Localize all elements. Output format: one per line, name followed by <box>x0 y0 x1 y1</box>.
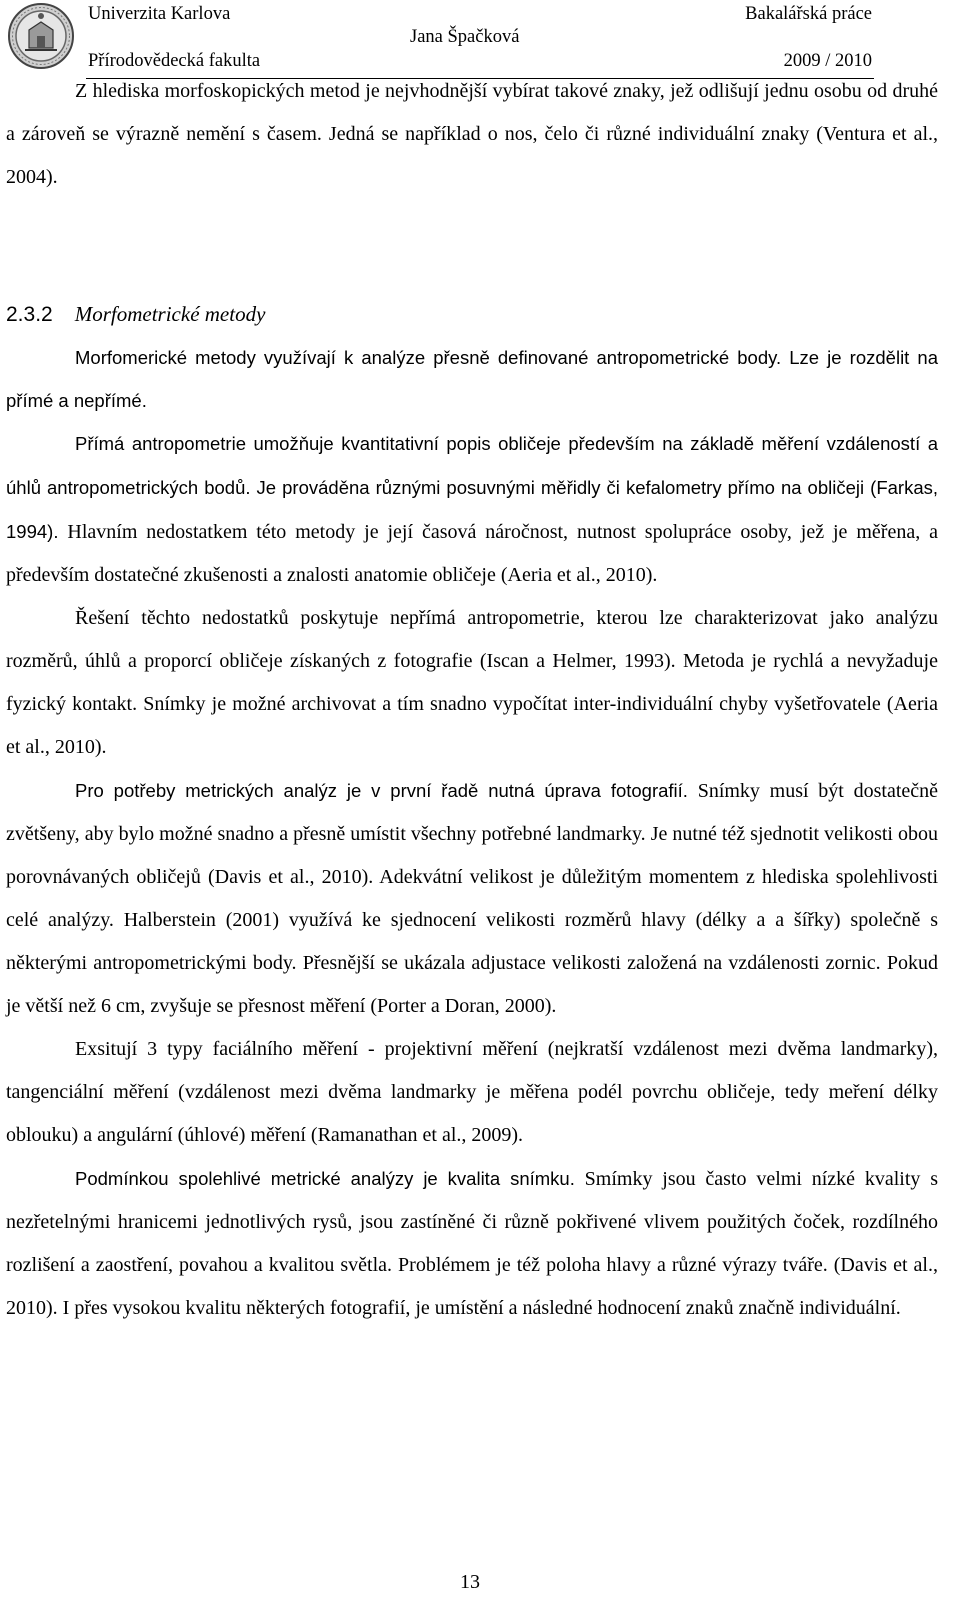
paragraph-3-sentence-3: Snímky je možné archivovat a tím snadno vypočítat inter-individuální chyby vyšetřovatele (Aeria et al., 2010). <box>6 693 938 758</box>
page-number: 13 <box>460 1571 480 1593</box>
section-heading <box>6 293 265 336</box>
paragraph-2-sentence-1: Přímá antropometrie umožňuje kvantitativní popis obličeje především na základě měření vzdáleností a úhlů antropometrických bodů. <box>6 433 938 498</box>
paragraph-1: Morfomerické metody využívají k analýze přesně definované antropometrické body. Lze je rozdělit na přímé a nepřímé. <box>6 347 938 411</box>
author-name: Jana Špačková <box>410 27 520 47</box>
paragraph-4-rest: Snímky musí být dostatečně zvětšeny, aby bylo možné snadno a přesně umístit všechny potřebné landmarky. Je nutné též sjednotit velikosti obou porovnávaných obličejů (Davis et al., 2010). Adekvátní velikost je důležitým momentem z hlediska spolehlivosti celé analýzy. Halberstein (2001) využívá ke sjednocení velikosti rozměrů hlavy (délky a a šířky) společně s některými antropometrickými body. Přesnější se ukázala adjustace velikosti založená na vzdálenosti zornic. Pokud je větší než 6 cm, zvyšuje se přesnost měření (Porter a Doran, 2000). <box>6 780 939 1017</box>
paragraph-3-sentence-2: Metoda je rychlá a nevyžaduje fyzický kontakt. <box>6 650 938 715</box>
paragraph-6 <box>6 1157 938 1330</box>
section-body <box>6 336 938 1330</box>
page-body <box>6 70 939 1319</box>
page-header <box>0 0 960 80</box>
paragraph-3 <box>6 597 938 769</box>
faculty-name: Přírodovědecká fakulta <box>88 51 261 71</box>
paragraph-2-sentence-2: Je prováděna různými posuvnými měřidly či kefalometry přímo na obličeji (Farkas, 1994). <box>6 477 938 542</box>
paragraph-3-sentence-1: Řešení těchto nedostatků poskytuje nepřímá antropometrie, kterou lze charakterizovat jako analýzu rozměrů, úhlů a proporcí obličeje získaných z fotografie (Iscan a Helmer, 1993). <box>6 607 938 672</box>
paragraph-2-sentence-3: Hlavním nedostatkem této metody je její časová náročnost, nutnost spolupráce osoby, jež je měřena, a především dostatečné zkušenosti a znalosti anatomie obličeje (Aeria et al., 2010). <box>6 521 938 586</box>
university-seal-icon <box>7 2 75 70</box>
paragraph-6-sentence-1: Podmínkou spolehlivé metrické analýzy je kvalita snímku. <box>75 1168 575 1189</box>
paragraph-4 <box>6 769 938 1028</box>
university-name: Univerzita Karlova <box>88 4 231 24</box>
paragraph-4-sentence-1: Pro potřeby metrických analýz je v první řadě nutná úprava fotografií. <box>75 780 688 801</box>
section-title: Morfometrické metody <box>74 302 266 326</box>
intro-paragraph: Z hlediska morfoskopických metod je nejvhodnější vybírat takové znaky, jež odlišují jednu osobu od druhé a zároveň se výrazně nemění s časem. Jedná se například o nos, čelo či různé individuální znaky (Ventura et al., 2004). <box>6 80 938 188</box>
paragraph-5: Exsitují 3 typy faciálního měření - projektivní měření (nejkratší vzdálenost mezi dvěma landmarky), tangenciální měření (vzdálenost mezi dvěma landmarky je měřena podél povrchu obličeje, tedy meření délky oblouku) a angulární (úhlové) měření (Ramanathan et al., 2009). <box>6 1038 938 1146</box>
section-number: 2.3.2 <box>6 303 53 326</box>
paragraph-2 <box>6 422 938 597</box>
thesis-type: Bakalářská práce <box>745 4 872 24</box>
academic-year: 2009 / 2010 <box>783 51 872 71</box>
paragraph-6-rest: Smímky jsou často velmi nízké kvality s nezřetelnými hranicemi jednotlivých rysů, jsou zastíněné či různě pokřivené vlivem použitých čoček, rozdílného rozlišení a zaostření, povahou a kvalitou světla. Problémem je též poloha hlavy a různé výrazy tváře. (Davis et al., 2010). I přes vysokou kvalitu některých fotografií, je umístění a následné hodnocení znaků značně individuální. <box>6 1168 938 1319</box>
